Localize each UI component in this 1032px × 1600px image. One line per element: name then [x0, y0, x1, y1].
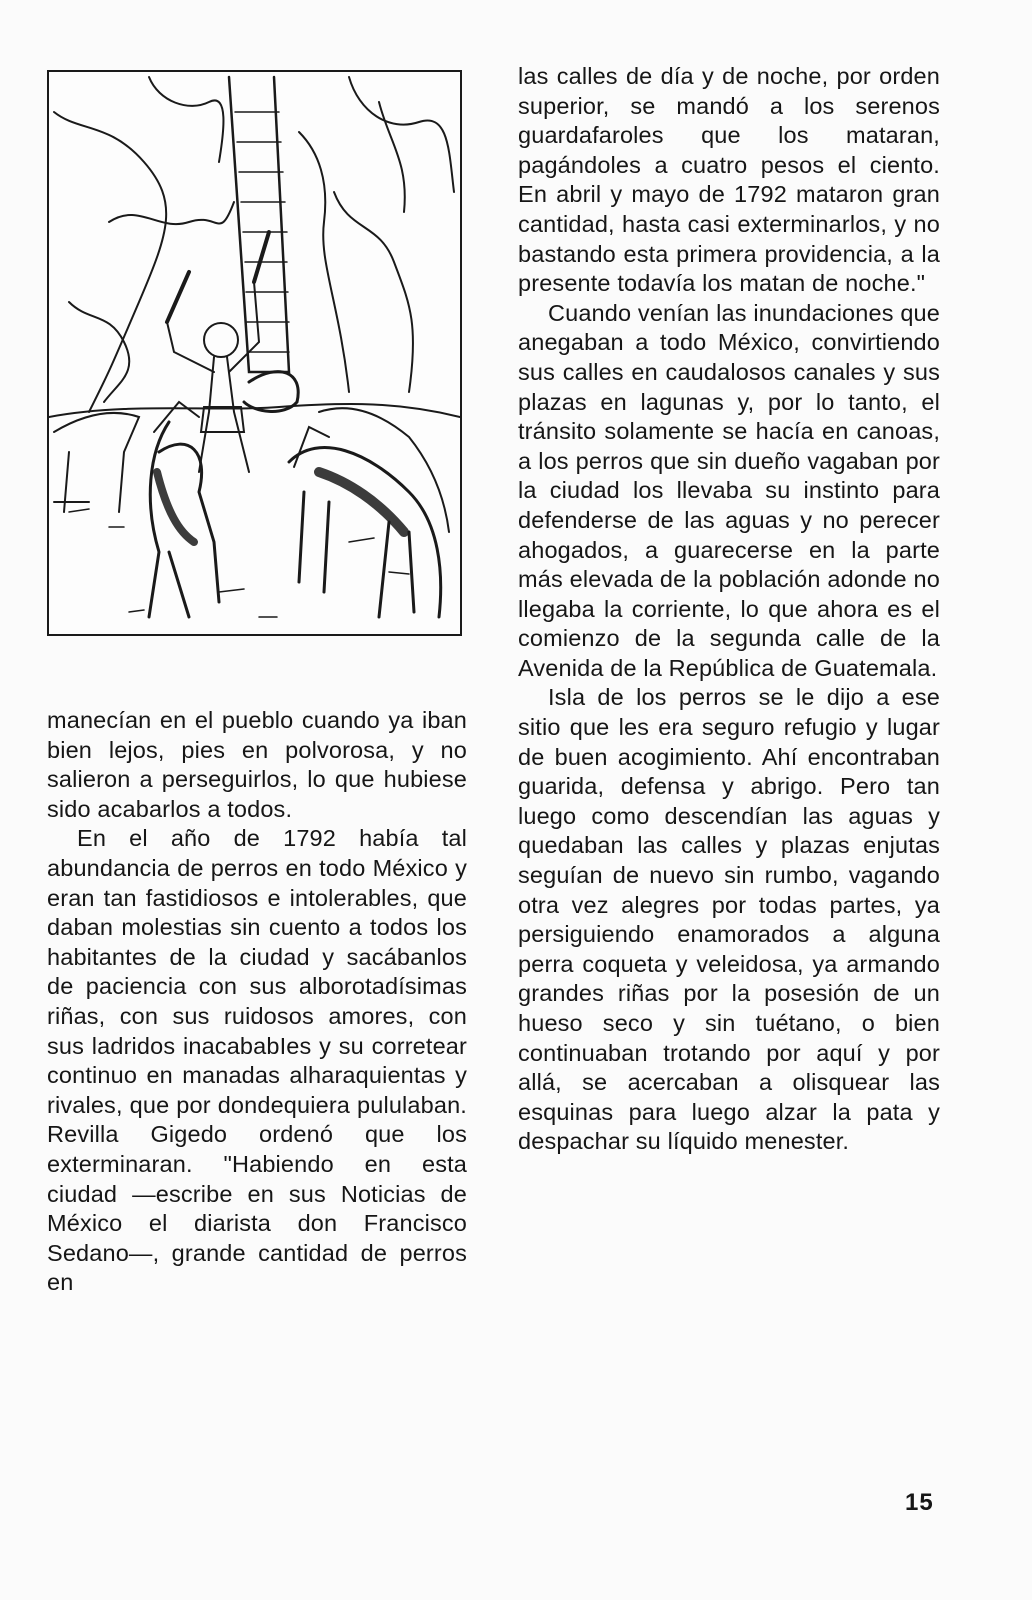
- dog-pack-illustration: [49, 72, 460, 634]
- page-number: 15: [905, 1489, 934, 1516]
- paragraph: las calles de día y de noche, por orden superior, se mandó a los serenos guardafaroles que los mataran, pagándoles a cuatro pesos el ciento. En abril y mayo de 1792 mataron gran cantidad, hasta casi exterminarlos, y no bastando esta primera providencia, a la presente todavía los matan de noche.": [518, 63, 940, 297]
- illustration-frame: [47, 70, 462, 636]
- paragraph: Isla de los perros se le dijo a ese sitio que les era seguro refugio y lugar de buen acogimiento. Ahí encontraban guarida, defensa y abrigo. Pero tan luego como descendían las aguas y quedaban las calles y plazas enjutas seguían de nuevo sin rumbo, vagando otra vez alegres por todas partes, ya persiguiendo enamorados a alguna perra coqueta y veleidosa, ya armando grandes riñas por la posesión de un hueso seco y sin tuétano, o bien continuaban trotando por aquí y por allá, se acercaban a olisquear las esquinas para luego alzar la pata y despachar su líquido menester.: [518, 684, 940, 1155]
- left-text-column: [47, 706, 467, 1298]
- paragraph: Cuando venían las inundaciones que anegaban a todo México, convirtiendo sus calles en caudalosos canales y sus plazas en lagunas y, por lo tanto, el tránsito solamente se hacía en canoas, a los perros que sin dueño vagaban por la ciudad los llevaba su instinto para defenderse de las aguas y no perecer ahogados, a guarecerse en la parte más elevada de la población adonde no llegaba la corriente, lo que ahora es el comienzo de la segunda calle de la Avenida de la República de Guatemala.: [518, 299, 940, 681]
- paragraph: manecían en el pueblo cuando ya iban bien lejos, pies en polvorosa, y no salieron a perseguirlos, lo que hubiese sido acabarlos a todos.: [47, 707, 467, 822]
- right-text-column: [518, 62, 940, 1157]
- paragraph: En el año de 1792 había tal abundancia de perros en todo México y eran tan fastidiosos e intolerables, que daban molestias sin cuento a todos los habitantes de la ciudad y sacábanlos de paciencia con sus alborotadísimas riñas, con sus ruidosos amores, con sus ladridos inacababIes y su corretear continuo en manadas alharaquientas y rivales, que por dondequiera pululaban. Revilla Gigedo ordenó que los exterminaran. "Habiendo en esta ciudad —escribe en sus Noticias de México el diarista don Francisco Sedano—, grande cantidad de perros en: [47, 825, 467, 1296]
